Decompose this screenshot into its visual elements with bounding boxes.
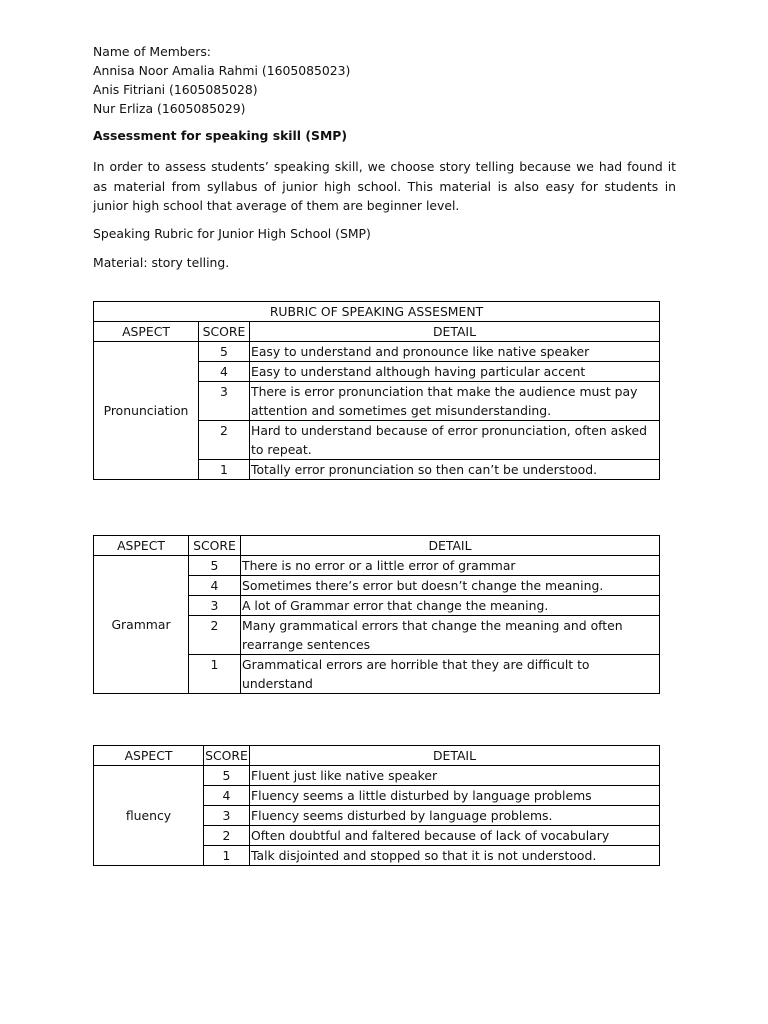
detail-cell: Grammatical errors are horrible that they are difficult to understand [241,655,660,694]
rubric-table-title: RUBRIC OF SPEAKING ASSESMENT [94,302,660,322]
members-heading: Name of Members: [93,44,211,59]
intro-paragraph: In order to assess students’ speaking skill, we choose story telling because we had found it as material from syllabus of junior high school. This material is also easy for students in junior high school that average of them are beginner level. [93,159,676,213]
detail-cell: Fluency seems a little disturbed by language problems [250,786,660,806]
table-row [94,342,660,362]
assessment-title: Assessment for speaking skill (SMP) [93,128,348,143]
member-name: Nur Erliza (1605085029) [93,101,246,116]
detail-cell: A lot of Grammar error that change the meaning. [241,596,660,616]
member-name: Anis Fitriani (1605085028) [93,82,258,97]
detail-header: DETAIL [241,536,660,556]
score-cell: 1 [199,460,250,480]
table-row [94,556,660,576]
detail-cell: Sometimes there’s error but doesn’t change the meaning. [241,576,660,596]
table-row [94,766,660,786]
fluency-rubric-table [93,745,660,866]
aspect-cell: fluency [94,766,204,866]
score-cell: 1 [204,846,250,866]
score-header: SCORE [189,536,241,556]
detail-cell: Talk disjointed and stopped so that it is not understood. [250,846,660,866]
score-header: SCORE [199,322,250,342]
score-header: SCORE [204,746,250,766]
score-cell: 3 [189,596,241,616]
material-line: Material: story telling. [93,255,230,270]
detail-cell: Often doubtful and faltered because of lack of vocabulary [250,826,660,846]
aspect-header: ASPECT [94,746,204,766]
aspect-cell: Pronunciation [94,342,199,480]
detail-header: DETAIL [250,322,660,342]
score-cell: 2 [199,421,250,460]
detail-cell: Hard to understand because of error pronunciation, often asked to repeat. [250,421,660,460]
grammar-rubric-table [93,535,660,694]
members-block [93,42,350,118]
score-cell: 4 [189,576,241,596]
detail-cell: Easy to understand and pronounce like native speaker [250,342,660,362]
detail-header: DETAIL [250,746,660,766]
pronunciation-rubric-table [93,301,660,480]
score-cell: 5 [204,766,250,786]
member-name: Annisa Noor Amalia Rahmi (1605085023) [93,63,351,78]
score-cell: 1 [189,655,241,694]
score-cell: 4 [199,362,250,382]
aspect-header: ASPECT [94,322,199,342]
detail-cell: Totally error pronunciation so then can’t be understood. [250,460,660,480]
aspect-cell: Grammar [94,556,189,694]
score-cell: 3 [204,806,250,826]
detail-cell: There is no error or a little error of grammar [241,556,660,576]
score-cell: 5 [189,556,241,576]
aspect-header: ASPECT [94,536,189,556]
detail-cell: Fluency seems disturbed by language problems. [250,806,660,826]
score-cell: 3 [199,382,250,421]
score-cell: 2 [189,616,241,655]
score-cell: 4 [204,786,250,806]
detail-cell: Fluent just like native speaker [250,766,660,786]
score-cell: 5 [199,342,250,362]
score-cell: 2 [204,826,250,846]
detail-cell: Easy to understand although having particular accent [250,362,660,382]
detail-cell: There is error pronunciation that make the audience must pay attention and sometimes get misunderstanding. [250,382,660,421]
rubric-line: Speaking Rubric for Junior High School (SMP) [93,226,371,241]
detail-cell: Many grammatical errors that change the meaning and often rearrange sentences [241,616,660,655]
